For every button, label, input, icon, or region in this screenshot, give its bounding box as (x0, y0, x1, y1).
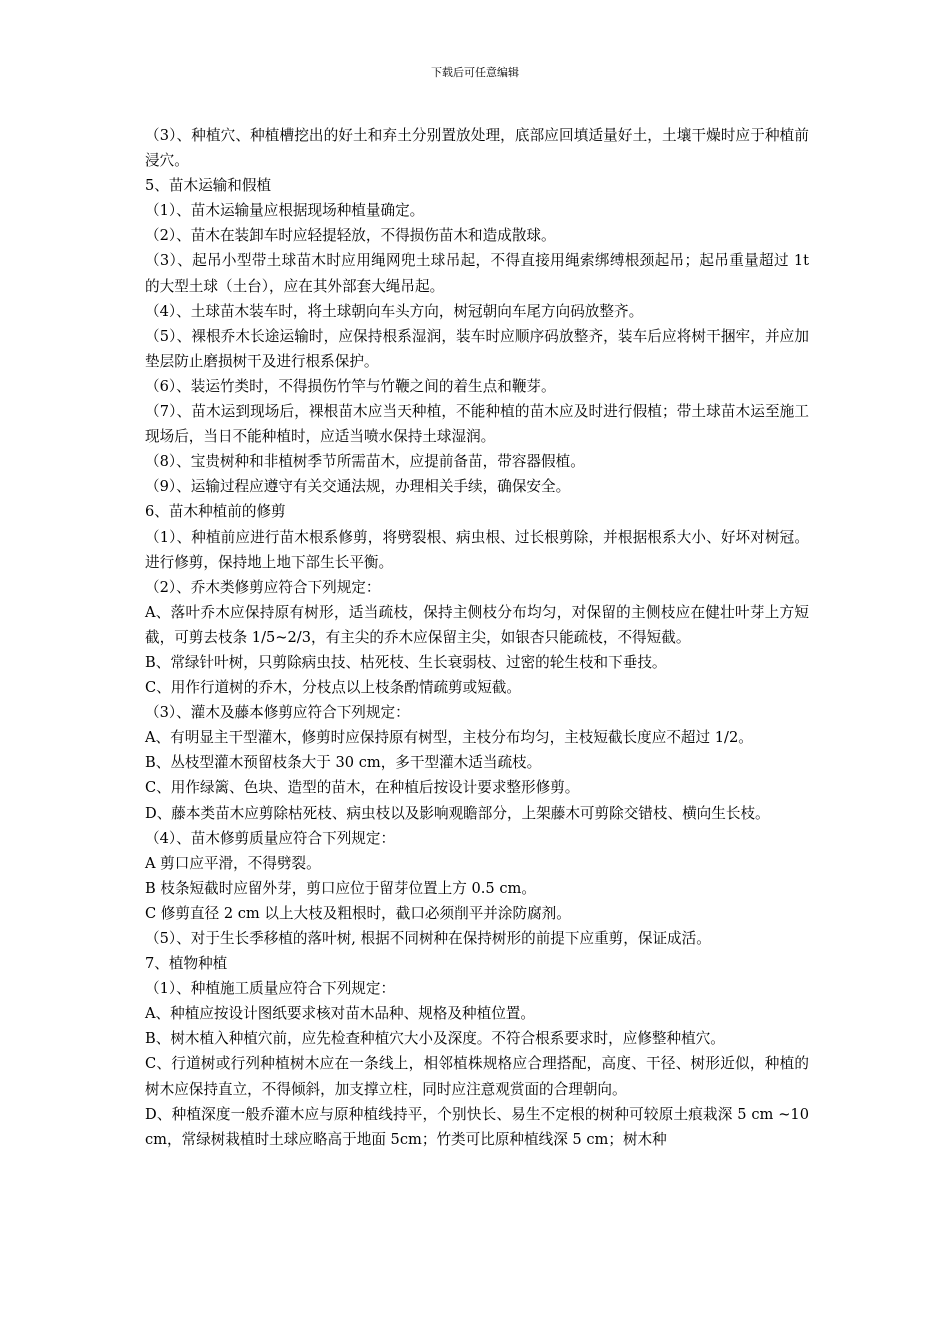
paragraph: C、行道树或行列种植树木应在一条线上，相邻植株规格应合理搭配，高度、干径、树形近似，种植的树木应保持直立，不得倾斜，加支撑立柱，同时应注意观赏面的合理朝向。 (145, 1055, 809, 1098)
paragraph: （1）、苗木运输量应根据现场种植量确定。 (145, 202, 425, 220)
paragraph: （3）、起吊小型带土球苗木时应用绳网兜土球吊起，不得直接用绳索绑缚根颈起吊；起吊重量超过 1t 的大型土球（土台），应在其外部套大绳吊起。 (145, 252, 809, 295)
paragraph: （4）、苗木修剪质量应符合下列规定： (145, 829, 396, 847)
paragraph: （6）、装运竹类时，不得损伤竹竿与竹鞭之间的着生点和鞭芽。 (145, 377, 556, 395)
paragraph: B 枝条短截时应留外芽，剪口应位于留芽位置上方 0.5 cm。 (145, 879, 536, 897)
paragraph: C、用作绿篱、色块、造型的苗木，在种植后按设计要求整形修剪。 (145, 779, 580, 797)
document-body (145, 123, 809, 1152)
paragraph: （2）、苗木在装卸车时应轻提轻放，不得损伤苗木和造成散球。 (145, 227, 556, 245)
paragraph: A、落叶乔木应保持原有树形，适当疏枝，保持主侧枝分布均匀，对保留的主侧枝应在健壮叶芽上方短截，可剪去枝条 1/5~2/3，有主尖的乔木应保留主尖，如银杏只能疏枝，不得短截。 (145, 603, 809, 646)
paragraph: D、藤本类苗木应剪除枯死枝、病虫枝以及影响观瞻部分，上架藤木可剪除交错枝、横向生长枝。 (145, 804, 770, 822)
paragraph: （3）、种植穴、种植槽挖出的好土和弃土分别置放处理，底部应回填适量好土，土壤干燥时应于种植前浸穴。 (145, 127, 809, 170)
paragraph: A、有明显主干型灌木，修剪时应保持原有树型，主枝分布均匀，主枝短截长度应不超过 1/2。 (145, 729, 753, 747)
paragraph: （1）、种植前应进行苗木根系修剪，将劈裂根、病虫根、过长根剪除，并根据根系大小、好坏对树冠。进行修剪，保持地上地下部生长平衡。 (145, 528, 809, 571)
paragraph: （9）、运输过程应遵守有关交通法规，办理相关手续，确保安全。 (145, 478, 571, 496)
page-header: 下载后可任意编辑 (431, 66, 519, 79)
paragraph: （2）、乔木类修剪应符合下列规定： (145, 578, 381, 596)
paragraph: A、种植应按设计图纸要求核对苗木品种、规格及种植位置。 (145, 1005, 535, 1023)
paragraph: （5）、对于生长季移植的落叶树, 根据不同树种在保持树形的前提下应重剪，保证成活。 (145, 930, 711, 947)
paragraph: C 修剪直径 2 cm 以上大枝及粗根时，截口必须削平并涂防腐剂。 (145, 904, 571, 922)
paragraph: （1）、种植施工质量应符合下列规定： (145, 980, 396, 998)
paragraph: （4）、土球苗木装车时，将土球朝向车头方向，树冠朝向车尾方向码放整齐。 (145, 302, 644, 320)
paragraph: （7）、苗木运到现场后，裸根苗木应当天种植，不能种植的苗木应及时进行假植；带土球苗木运至施工现场后，当日不能种植时，应适当喷水保持土球湿润。 (145, 403, 809, 446)
paragraph: B、树木植入种植穴前，应先检查种植穴大小及深度。不符合根系要求时，应修整种植穴。 (145, 1030, 725, 1048)
paragraph: B、丛枝型灌木预留枝条大于 30 cm，多干型灌木适当疏枝。 (145, 754, 542, 772)
section-heading: 6、苗木种植前的修剪 (145, 503, 286, 521)
section-heading: 5、苗木运输和假植 (145, 177, 272, 195)
paragraph: D、种植深度一般乔灌木应与原种植线持平，个别快长、易生不定根的树种可较原土痕栽深 5 cm ~10cm，常绿树栽植时土球应略高于地面 5cm；竹类可比原种植线深 5 cm；树木种 (145, 1105, 809, 1148)
paragraph: C、用作行道树的乔木，分枝点以上枝条酌情疏剪或短截。 (145, 679, 522, 697)
paragraph: B、常绿针叶树，只剪除病虫技、枯死枝、生长衰弱枝、过密的轮生枝和下垂技。 (145, 653, 667, 671)
paragraph: （5）、裸根乔木长途运输时，应保持根系湿润，装车时应顺序码放整齐，装车后应将树干捆牢，并应加垫层防止磨损树干及进行根系保护。 (145, 327, 809, 370)
section-heading: 7、植物种植 (145, 955, 228, 973)
paragraph: （8）、宝贵树种和非植树季节所需苗木，应提前备苗，带容器假植。 (145, 453, 585, 471)
paragraph: （3）、灌木及藤本修剪应符合下列规定： (145, 704, 410, 722)
paragraph: A 剪口应平滑，不得劈裂。 (145, 854, 321, 872)
